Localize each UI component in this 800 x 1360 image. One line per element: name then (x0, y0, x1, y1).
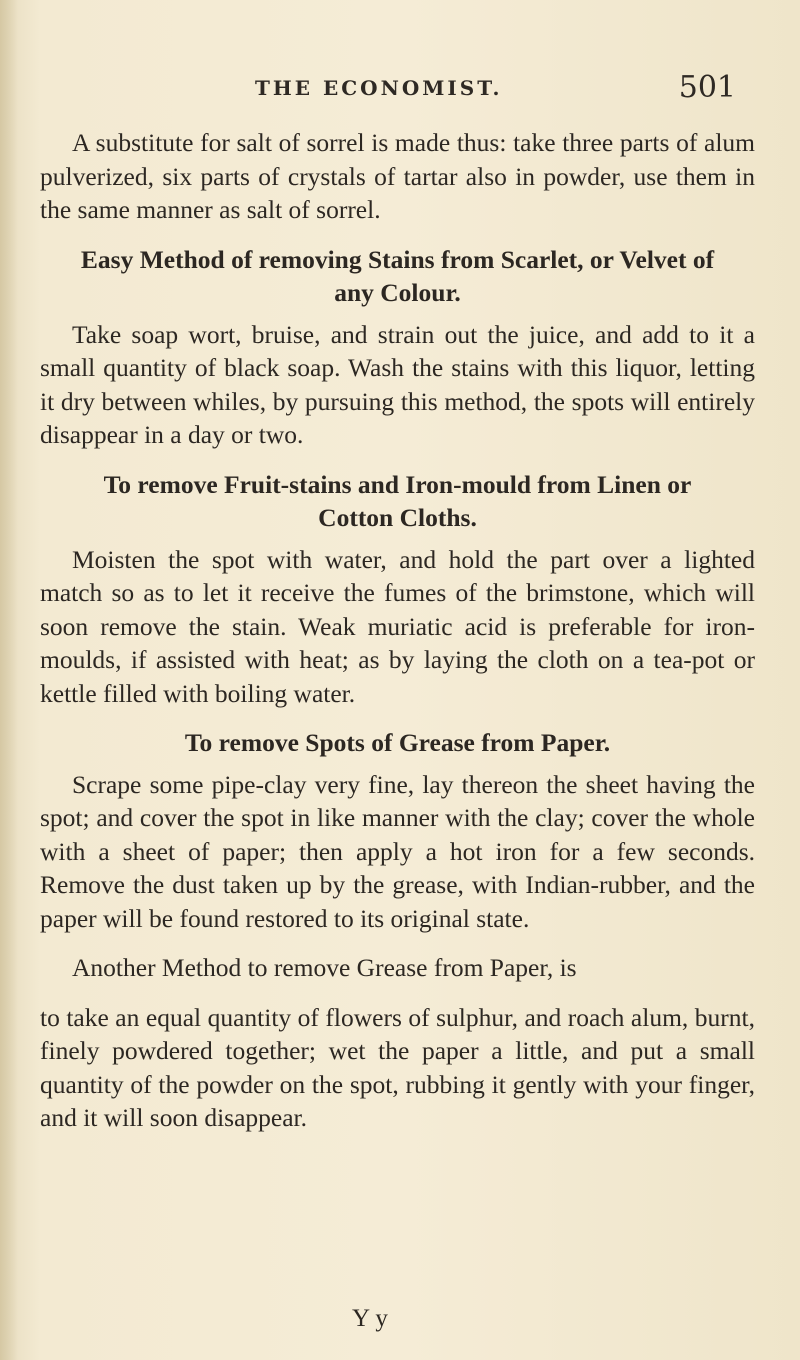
paragraph-fruit-stains: Moisten the spot with water, and hold the part over a lighted match so as to let it receive the fumes of the brimstone, which will soon remove the stain. Weak muriatic acid is preferable for iron-moulds, if assisted with heat; as by laying the cloth on a tea-pot or kettle filled with boiling water. (40, 544, 755, 708)
page-number: 501 (678, 70, 736, 105)
heading-grease-paper: To remove Spots of Grease from Paper. (184, 728, 611, 757)
paragraph-another-method-lead: Another Method to remove Grease from Paper, is (72, 953, 577, 982)
binding-shadow (0, 0, 18, 1360)
running-title: THE ECONOMIST. (255, 76, 503, 100)
page-header (0, 70, 800, 112)
signature-mark: Y y (352, 1305, 388, 1332)
paragraph-another-method: to take an equal quantity of flowers of sulphur, and roach alum, burnt, finely powdered together; wet the paper a little, and put a small quantity of the powder on the spot, rubbing it gently with your finger, and it will soon disappear. (40, 1002, 755, 1132)
paragraph-grease-paper: Scrape some pipe-clay very fine, lay thereon the sheet having the spot; and cover the spot in like manner with the clay; cover the whole with a sheet of paper; then apply a hot iron for a few seconds. Remove the dust taken up by the grease, with Indian-rubber, and the paper will be found restored to its original state. (40, 769, 755, 933)
heading-fruit-stains: To remove Fruit-stains and Iron-mould from Linen or Cotton Cloths. (103, 469, 692, 532)
page-body (40, 126, 755, 1151)
paragraph-scarlet-stains: Take soap wort, bruise, and strain out the juice, and add to it a small quantity of black soap. Wash the stains with this liquor, letting it dry between whiles, by pursuing this method, the spots will entirely disappear in a day or two. (40, 319, 755, 449)
heading-scarlet-stains: Easy Method of removing Stains from Scarlet, or Velvet of any Colour. (80, 244, 715, 307)
paragraph-sorrel-salt: A substitute for salt of sorrel is made thus: take three parts of alum pulverized, six parts of crystals of tartar also in powder, use them in the same manner as salt of sorrel. (40, 128, 755, 224)
